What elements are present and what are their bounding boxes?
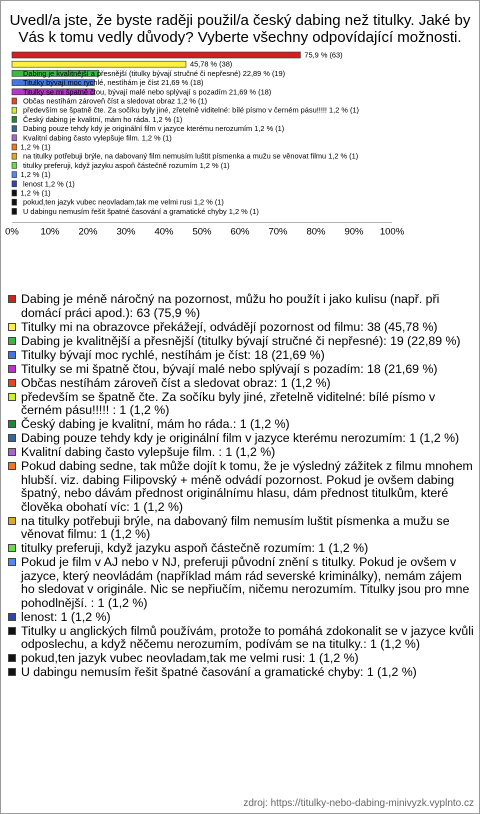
legend (8, 293, 474, 680)
legend-item (8, 666, 474, 680)
legend-swatch (8, 627, 16, 635)
x-tick-label: 30% (116, 226, 136, 238)
legend-item (8, 363, 474, 377)
bar (12, 162, 17, 168)
bar (12, 126, 17, 132)
legend-swatch (8, 420, 16, 428)
legend-swatch (8, 448, 16, 456)
bar (12, 52, 300, 58)
legend-label: lenost: 1 (1,2 %) (21, 609, 111, 624)
legend-swatch (8, 613, 16, 621)
bar-label: 1,2 % (1) (20, 142, 51, 152)
legend-label: Dabing pouze tehdy kdy je originální film v jazyce kterému nerozumím: 1 (1,2 %) (21, 431, 460, 445)
legend-label: Titulky bývají moc rychlé, nestíhám je číst: 18 (21,69 %) (21, 347, 325, 362)
legend-item (8, 460, 474, 514)
legend-label: Pokud dabing sedne, tak může dojít k tomu, že je výsledný zážitek z filmu mnohem hlubší. viz. dabing Filipovský + méně odvádí pozornost. Pokud je ovšem dabing špatný, nebo dávám přednost originálnímu hlasu, dám přednost titulkům, které člověka obohatí víc: 1 (1,2 %) (21, 459, 473, 514)
legend-item (8, 652, 474, 666)
legend-swatch (8, 558, 16, 566)
bar-label: titulky preferuji, když jazyku aspoň částečně rozumím 1,2 % (1) (23, 160, 230, 170)
legend-label: Český dabing je kvalitní, mám ho ráda.: 1 (1,2 %) (21, 417, 290, 431)
legend-item (8, 418, 474, 432)
legend-swatch (8, 434, 16, 442)
legend-label: Titulky u anglických filmů používám, protože to pomáhá zdokonalit se v jazyce kvůli odposlechu, a když něčemu nerozumím, podívám se na titulky.: 1 (1,2 %) (21, 623, 474, 651)
legend-label: Kvalitní dabing často vylepšuje film. : 1 (1,2 %) (21, 445, 276, 459)
bar-label: Český dabing je kvalitní, mám ho ráda. 1,2 % (1) (23, 114, 183, 124)
legend-item (8, 542, 474, 556)
bar (12, 144, 17, 150)
bar (12, 135, 17, 141)
bar-label: Kvalitní dabing často vylepšuje film. 1,2 % (1) (23, 133, 172, 143)
legend-swatch (8, 337, 16, 345)
legend-label: Pokud je film v AJ nebo v NJ, preferuji původní znění s titulky. Pokud je ovšem v jazyce, který neovládám (například mám rád severské kriminálky), nemám zájem ho sledovat v originále. Nic se nepřiučím, ničemu nerozumím. Titulky jsou pro mne pohodlnější. : 1 (1,2 %) (21, 555, 470, 610)
legend-swatch (8, 668, 16, 676)
bar-chart (0, 0, 480, 290)
bar (12, 107, 17, 113)
legend-label: Titulky se mi špatně čtou, bývají malé nebo splývají s pozadím: 18 (21,69 %) (21, 361, 438, 376)
legend-swatch (8, 351, 16, 359)
legend-label: Dabing je méně náročný na pozornost, můžu ho použít i jako kulisu (např. při domácí práci apod.): 63 (75,9 %) (21, 292, 440, 320)
legend-swatch (8, 379, 16, 387)
x-tick-label: 10% (40, 226, 60, 238)
x-tick-label: 100% (379, 226, 405, 238)
legend-item (8, 432, 474, 446)
legend-item (8, 515, 474, 542)
bar-label: Občas nestíhám zároveň číst a sledovat obraz 1,2 % (1) (23, 96, 208, 106)
legend-label: především se špatně čte. Za sočíku byly jiné, zřetelně viditelné: bílé písmo v černém pásu!!!!! : 1 (1,2 %) (21, 389, 436, 417)
bar-label: Titulky se mi špatně čtou, bývají malé nebo splývají s pozadím 21,69 % (18) (23, 87, 272, 97)
bar (12, 208, 17, 214)
legend-item (8, 335, 474, 349)
bar (12, 199, 17, 205)
bar (12, 172, 17, 178)
legend-swatch (8, 323, 16, 331)
chart-title: Uvedl/a jste, že byste raději použil/a český dabing než titulky. Jaké by Vás k tomu vedly důvody? Vyberte všechny odpovídající možnosti. (9, 12, 471, 46)
bar-label: 1,2 % (1) (20, 170, 51, 180)
x-tick-label: 60% (230, 226, 250, 238)
bar (12, 153, 17, 159)
legend-swatch (8, 544, 16, 552)
legend-label: Titulky mi na obrazovce překážejí, odvádějí pozornost od filmu: 38 (45,78 %) (21, 319, 438, 334)
legend-item (8, 377, 474, 391)
bar-label: na titulky potřebuji brýle, na dabovaný film nemusím luštit písmenka a mužu se věnovat filmu 1,2 % (1) (23, 151, 359, 161)
legend-swatch (8, 654, 16, 662)
legend-item (8, 349, 474, 363)
legend-item (8, 446, 474, 460)
x-tick-label: 70% (268, 226, 288, 238)
x-tick-label: 0% (5, 226, 19, 238)
legend-item (8, 293, 474, 320)
bar (12, 116, 17, 122)
legend-label: U dabingu nemusím řešit špatné časování a gramatické chyby: 1 (1,2 %) (21, 665, 417, 679)
bar-label: Dabing pouze tehdy kdy je originální film v jazyce kterému nerozumím 1,2 % (1) (23, 124, 285, 134)
legend-item (8, 391, 474, 418)
legend-swatch (8, 295, 16, 303)
legend-label: na titulky potřebuji brýle, na dabovaný film nemusím luštit písmenka a mužu se věnovat filmu: 1 (1,2 %) (21, 513, 450, 541)
x-tick-label: 20% (78, 226, 98, 238)
bar (12, 98, 17, 104)
bar (12, 61, 186, 67)
legend-swatch (8, 365, 16, 373)
bar-label: pokud,ten jazyk vubec neovladam,tak me velmi rusi 1,2 % (1) (23, 197, 224, 207)
legend-item (8, 611, 474, 625)
bar-label: především se špatně čte. Za sočíku byly jiné, zřetelně viditelné: bílé písmo v černém pásu!!!!! 1,2 % (1) (23, 105, 360, 115)
legend-label: Dabing je kvalitnější a přesnější (titulky bývají stručné či nepřesné): 19 (22,89 %) (21, 333, 461, 348)
x-tick-label: 40% (154, 226, 174, 238)
legend-swatch (8, 517, 16, 525)
x-tick-label: 50% (192, 226, 212, 238)
legend-item (8, 625, 474, 652)
bar-label: 1,2 % (1) (20, 188, 51, 198)
legend-label: titulky preferuji, když jazyku aspoň částečně rozumím: 1 (1,2 %) (21, 541, 369, 555)
bar-label: lenost 1,2 % (1) (23, 179, 75, 189)
bar-label: 75,9 % (63) (304, 50, 343, 60)
bar-label: Dabing je kvalitnější a přesnější (titulky bývají stručné či nepřesné) 22,89 % (19) (23, 68, 286, 78)
legend-item (8, 556, 474, 610)
bar-label: U dabingu nemusím řešit špatné časování a gramatické chyby 1,2 % (1) (23, 206, 259, 216)
legend-item (8, 321, 474, 335)
bar-label: Titulky bývají moc rychlé, nestíhám je číst 21,69 % (18) (23, 78, 204, 88)
legend-label: Občas nestíhám zároveň číst a sledovat obraz: 1 (1,2 %) (21, 375, 331, 390)
bar (12, 190, 17, 196)
x-tick-label: 90% (344, 226, 364, 238)
legend-label: pokud,ten jazyk vubec neovladam,tak me velmi rusi: 1 (1,2 %) (21, 651, 359, 665)
bar (12, 181, 17, 187)
x-tick-label: 80% (306, 226, 326, 238)
source-note: zdroj: https://titulky-nebo-dabing-minivyzk.vyplnto.cz (243, 798, 474, 809)
bar-label: 45,78 % (38) (189, 59, 233, 69)
legend-swatch (8, 393, 16, 401)
legend-swatch (8, 462, 16, 470)
